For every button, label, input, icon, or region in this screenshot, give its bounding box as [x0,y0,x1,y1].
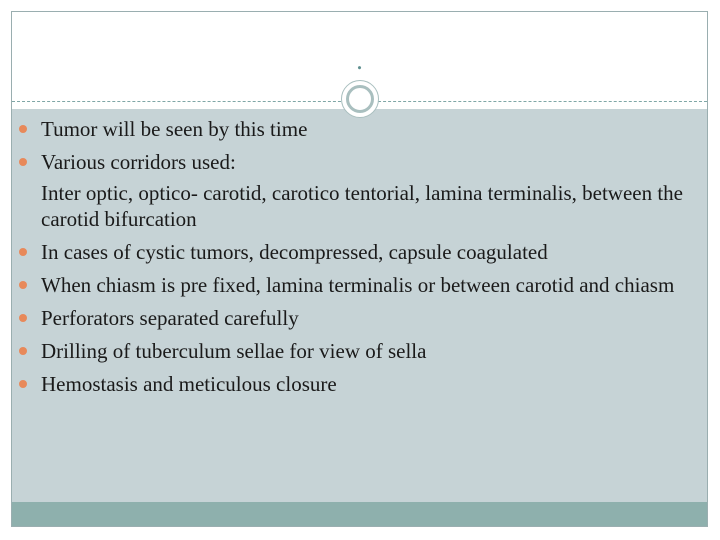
bullet-dot-icon [19,158,27,166]
bullet-text: In cases of cystic tumors, decompressed, capsule coagulated [41,240,548,264]
bullet-dot-icon [19,281,27,289]
bullet-item [16,371,702,397]
inner-ring-icon [346,85,374,113]
bullet-text: Drilling of tuberculum sellae for view of sella [41,339,427,363]
bullet-dot-icon [19,125,27,133]
bullet-item [16,116,702,142]
bullet-text: Various corridors used: [41,150,236,174]
bullet-text: Inter optic, optico- carotid, carotico tentorial, lamina terminalis, between the carotid bifurcation [41,181,684,231]
bullet-text: When chiasm is pre fixed, lamina terminalis or between carotid and chiasm [41,273,675,297]
bullet-item [16,305,702,331]
bullet-item [16,272,702,298]
bullet-text: Perforators separated carefully [41,306,299,330]
bullet-item [16,239,702,265]
bullet-dot-icon [19,248,27,256]
bullet-item [16,338,702,364]
bullet-text: Tumor will be seen by this time [41,117,308,141]
bullet-dot-icon [19,314,27,322]
bullet-item [16,149,702,175]
bullet-list [16,116,702,404]
slide-title: . [356,46,363,75]
continuation-item [16,180,702,232]
circle-ornament-icon [341,80,379,118]
bullet-dot-icon [19,380,27,388]
footer-bar [12,502,707,527]
bullet-text: Hemostasis and meticulous closure [41,372,337,396]
bullet-dot-icon [19,347,27,355]
